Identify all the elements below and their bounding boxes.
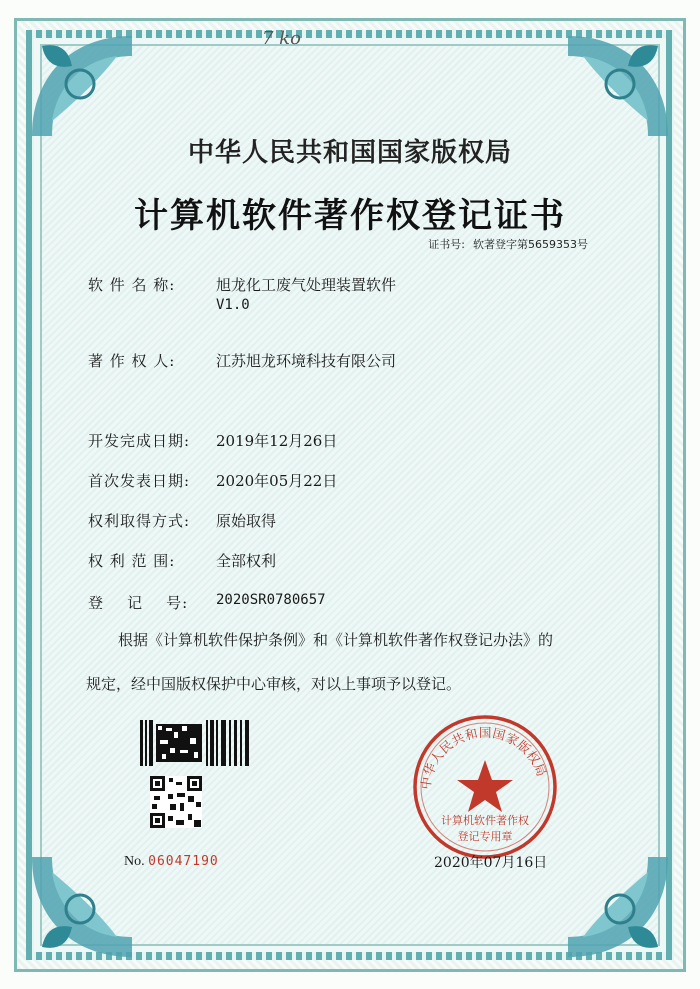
- handwritten-note: 7 ko: [262, 28, 301, 49]
- field-label: 软 件 名 称:: [88, 276, 176, 294]
- field-value: 全部权利: [216, 552, 277, 570]
- field-registration-no: [88, 592, 326, 613]
- field-publish-date: [88, 470, 337, 491]
- inner-border: [40, 44, 660, 946]
- corner-ornament-icon: [558, 26, 678, 146]
- seal-line-1: 计算机软件著作权: [441, 814, 529, 827]
- field-label: 登 记 号:: [88, 594, 189, 612]
- statement-line-2: 规定，经中国版权保护中心审核，对以上事项予以登记。: [86, 675, 462, 693]
- field-value: [216, 274, 396, 313]
- serial-prefix: No.: [124, 854, 145, 869]
- field-value: 2019年12月26日: [216, 432, 338, 450]
- registration-statement: [86, 618, 626, 706]
- field-value: 2020年05月22日: [216, 472, 338, 490]
- field-value: 江苏旭龙环境科技有限公司: [216, 352, 397, 370]
- issuing-authority: 中华人民共和国国家版权局: [187, 138, 512, 168]
- field-value: 原始取得: [216, 512, 277, 530]
- field-copyright-owner: [88, 350, 396, 371]
- barcode-icon: [140, 720, 250, 766]
- certificate-number: [428, 236, 588, 252]
- field-rights-scope: [88, 550, 276, 571]
- seal-line-2: 登记专用章: [457, 830, 513, 843]
- field-value: 2020SR0780657: [216, 592, 326, 608]
- statement-line-1: 根据《计算机软件保护条例》和《计算机软件著作权登记办法》的: [118, 631, 554, 649]
- field-software-name: [88, 274, 396, 313]
- issue-date: 2020年07月16日: [434, 855, 548, 871]
- software-name-value: 旭龙化工废气处理装置软件: [216, 276, 397, 294]
- software-version: V1.0: [216, 297, 250, 313]
- seal-ring-text: 中华人民共和国国家版权局: [417, 724, 550, 791]
- field-label: 开发完成日期:: [88, 432, 191, 450]
- certificate-title: 计算机软件著作权登记证书: [134, 196, 566, 236]
- field-label: 权 利 范 围:: [88, 552, 176, 570]
- corner-ornament-icon: [558, 847, 678, 967]
- certificate-number-label: 证书号:: [428, 238, 465, 251]
- qr-code-icon: [150, 776, 202, 828]
- certificate-number-value: 软著登字第5659353号: [473, 238, 588, 251]
- corner-ornament-icon: [22, 26, 142, 146]
- field-acquisition-method: [88, 510, 276, 531]
- serial-number: [124, 854, 219, 870]
- field-completion-date: [88, 430, 337, 451]
- field-label: 著 作 权 人:: [88, 352, 176, 370]
- field-label: 权利取得方式:: [88, 512, 191, 530]
- field-label: 首次发表日期:: [88, 472, 191, 490]
- serial-value: 06047190: [148, 854, 219, 869]
